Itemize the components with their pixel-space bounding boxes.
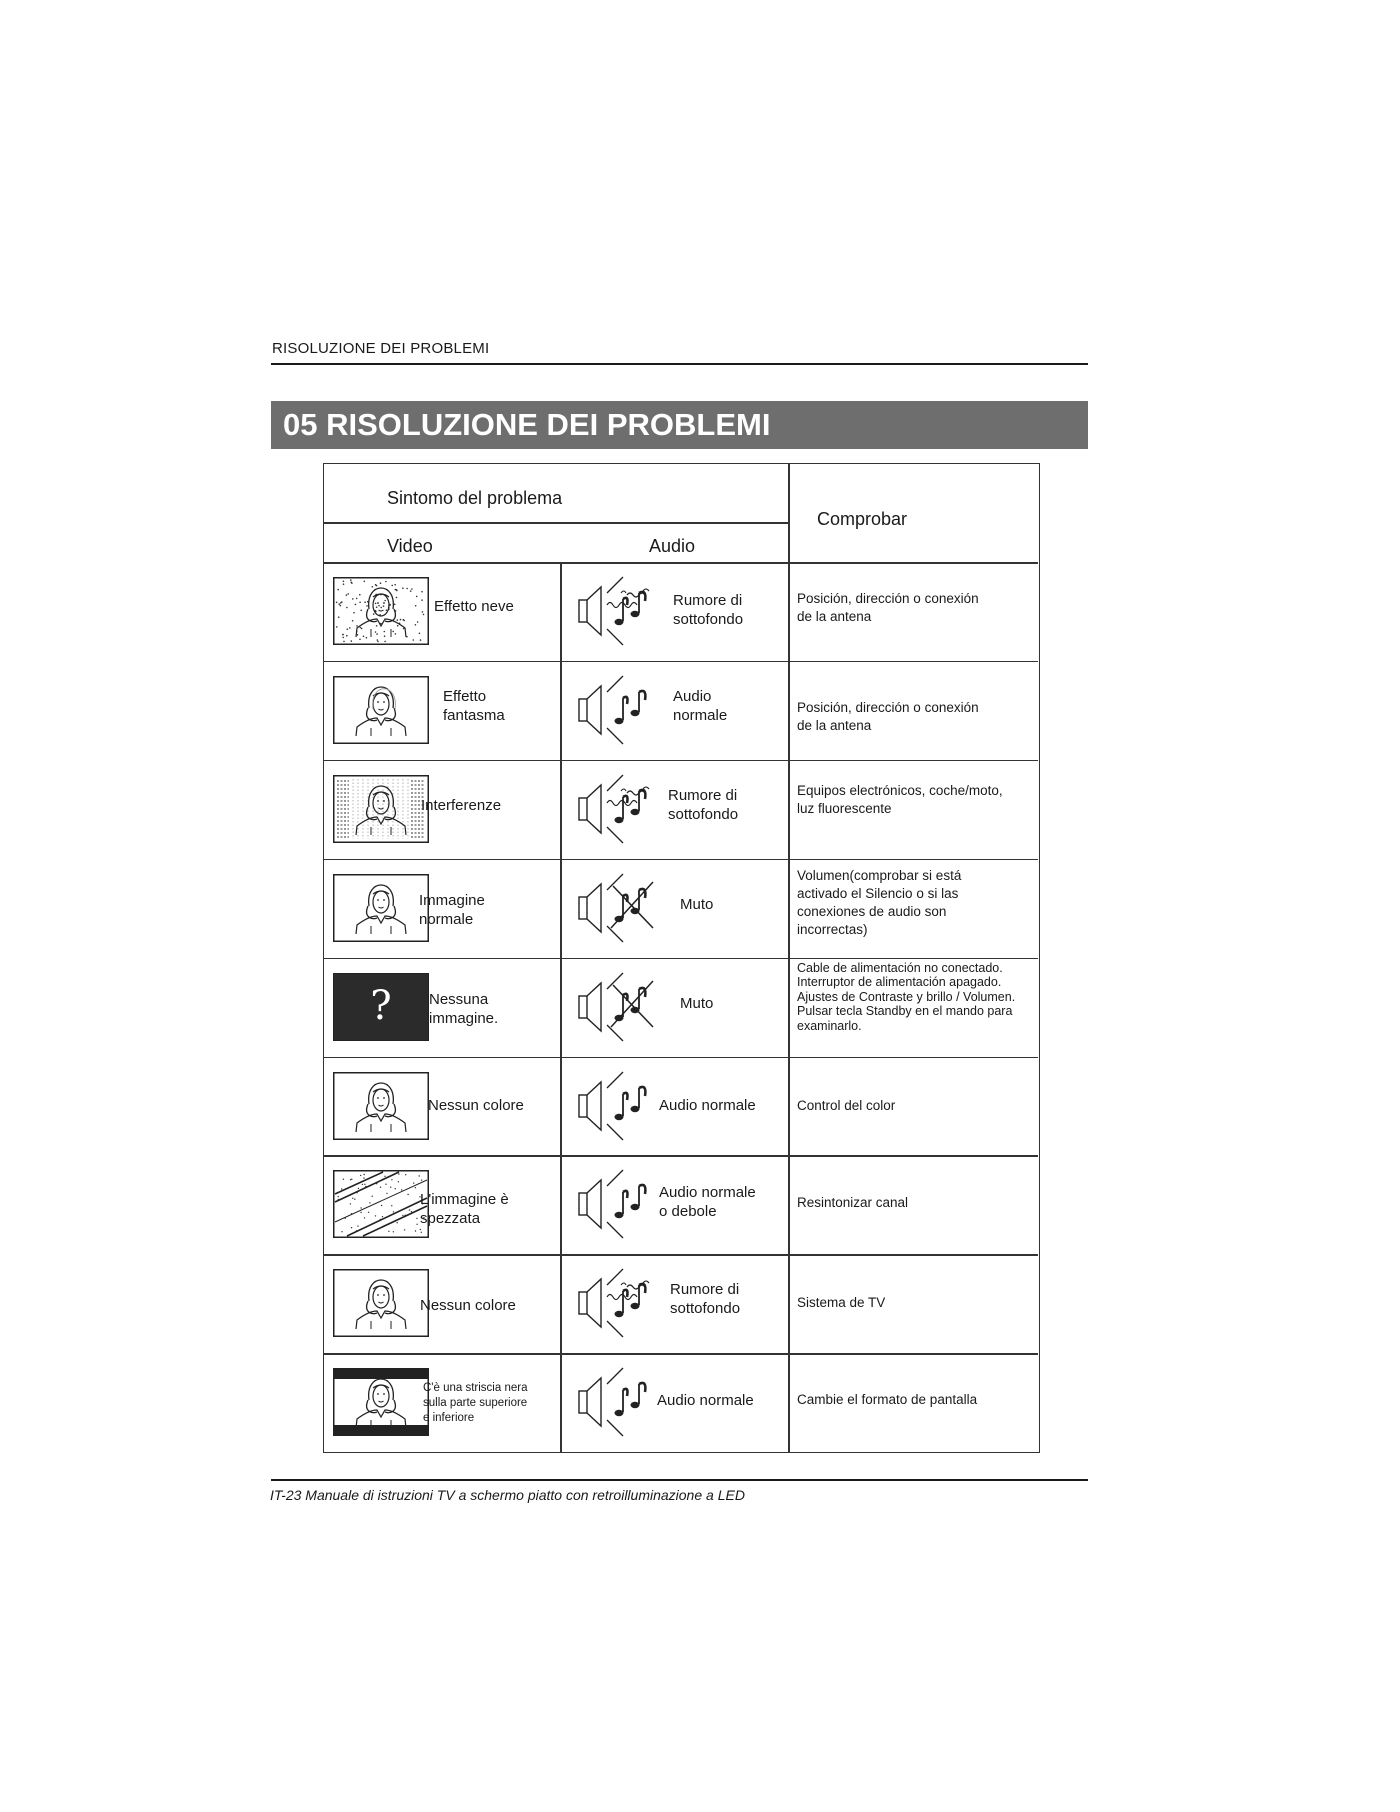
text-line: Muto bbox=[680, 994, 714, 1012]
speaker-normal-icon bbox=[573, 670, 683, 750]
header-check: Comprobar bbox=[817, 509, 908, 529]
text-line: spezzata bbox=[420, 1210, 481, 1228]
footer-text: IT-23 Manuale di istruzioni TV a schermo piatto con retroilluminazione a LED bbox=[270, 1487, 745, 1503]
text-line: Control del color bbox=[797, 1097, 896, 1113]
text-line: Resintonizar canal bbox=[797, 1195, 909, 1211]
audio-cell bbox=[561, 859, 788, 958]
table-row bbox=[324, 1155, 1038, 1254]
text-line: Audio normale bbox=[659, 1184, 756, 1202]
text-line: Volumen(comprobar si está bbox=[797, 867, 962, 883]
video-symptom bbox=[419, 891, 485, 929]
check-cell bbox=[789, 1353, 1038, 1452]
video-symptom bbox=[443, 687, 505, 725]
text-line: fantasma bbox=[443, 706, 505, 724]
audio-cell bbox=[561, 661, 788, 760]
check-cell bbox=[789, 1254, 1038, 1353]
tv-ghost-icon bbox=[333, 676, 429, 744]
text-line: Ajustes de Contraste y brillo / Volumen. bbox=[797, 989, 1016, 1004]
text-line: Rumore di bbox=[670, 1281, 740, 1299]
check-remedy bbox=[797, 1391, 1035, 1409]
table-row bbox=[324, 661, 1038, 760]
text-line: Sistema de TV bbox=[797, 1295, 886, 1311]
table-row bbox=[324, 958, 1038, 1057]
video-symptom bbox=[423, 1381, 527, 1426]
text-line: Nessun colore bbox=[420, 1297, 516, 1315]
check-cell bbox=[789, 958, 1038, 1057]
audio-cell bbox=[561, 1155, 788, 1254]
audio-cell bbox=[561, 958, 788, 1057]
text-line: Effetto bbox=[443, 687, 487, 705]
speaker-noise-icon bbox=[573, 571, 683, 651]
video-symptom bbox=[434, 597, 514, 616]
text-line: normale bbox=[673, 706, 728, 724]
running-header: RISOLUZIONE DEI PROBLEMI bbox=[272, 340, 490, 357]
tv-no-picture-icon bbox=[333, 973, 429, 1041]
text-line: C'è una striscia nera bbox=[423, 1382, 528, 1395]
table-row bbox=[324, 1254, 1038, 1353]
text-line: examinarlo. bbox=[797, 1018, 862, 1033]
table-row bbox=[324, 760, 1038, 859]
text-line: sulla parte superiore bbox=[423, 1397, 528, 1410]
check-remedy bbox=[797, 867, 1035, 939]
check-remedy bbox=[797, 1294, 1035, 1312]
text-line: Rumore di bbox=[673, 592, 743, 609]
text-line: L'immagine è bbox=[420, 1191, 509, 1209]
check-remedy bbox=[797, 782, 1035, 818]
check-remedy bbox=[797, 590, 1035, 626]
text-line: Equipos electrónicos, coche/moto, bbox=[797, 782, 1003, 798]
text-line: activado el Silencio o si las bbox=[797, 885, 959, 901]
audio-symptom bbox=[673, 591, 743, 629]
audio-symptom bbox=[673, 687, 727, 725]
audio-symptom bbox=[668, 786, 738, 824]
text-line: Cable de alimentación no conectado. bbox=[797, 960, 1003, 975]
table-row bbox=[324, 562, 1038, 661]
text-line: incorrectas) bbox=[797, 921, 868, 937]
header-rule bbox=[271, 363, 1088, 365]
check-cell bbox=[789, 562, 1038, 661]
check-cell bbox=[789, 1057, 1038, 1156]
audio-symptom bbox=[670, 1280, 740, 1318]
text-line: Nessun colore bbox=[428, 1096, 524, 1114]
check-remedy bbox=[797, 1097, 1035, 1115]
text-line: Posición, dirección o conexión bbox=[797, 699, 979, 715]
text-line: Rumore di bbox=[668, 786, 738, 804]
text-line: de la antena bbox=[797, 717, 872, 733]
tv-broken-picture-icon bbox=[333, 1170, 429, 1238]
text-line: Cambie el formato de pantalla bbox=[797, 1392, 978, 1408]
check-cell bbox=[789, 1155, 1038, 1254]
video-symptom bbox=[429, 990, 498, 1028]
speaker-noise-icon bbox=[573, 1263, 683, 1343]
text-line: Muto bbox=[680, 895, 714, 913]
speaker-noise-icon bbox=[573, 769, 683, 849]
tv-snow-icon bbox=[333, 577, 429, 645]
text-line: sottofondo bbox=[668, 805, 739, 823]
text-line: sottofondo bbox=[673, 611, 744, 628]
audio-cell bbox=[561, 1353, 788, 1452]
tv-interference-icon bbox=[333, 775, 429, 843]
tv-normal-icon bbox=[333, 874, 429, 942]
troubleshooting-table bbox=[323, 463, 1040, 1453]
text-line: Audio bbox=[673, 687, 712, 705]
text-line: normale bbox=[419, 910, 474, 928]
video-symptom bbox=[420, 1190, 509, 1228]
table-row bbox=[324, 859, 1038, 958]
table-row bbox=[324, 1057, 1038, 1156]
header-video: Video bbox=[387, 536, 433, 556]
section-title: 05 RISOLUZIONE DEI PROBLEMI bbox=[271, 401, 1088, 449]
text-line: luz fluorescente bbox=[797, 800, 892, 816]
audio-cell bbox=[561, 760, 788, 859]
text-line: Nessuna bbox=[429, 990, 489, 1008]
header-audio: Audio bbox=[649, 536, 696, 556]
video-symptom bbox=[428, 1096, 524, 1115]
text-line: conexiones de audio son bbox=[797, 903, 947, 919]
check-cell bbox=[789, 661, 1038, 760]
text-line: Interruptor de alimentación apagado. bbox=[797, 975, 1002, 990]
audio-cell bbox=[561, 1057, 788, 1156]
tv-normal-icon bbox=[333, 1072, 429, 1140]
check-cell bbox=[789, 859, 1038, 958]
text-line: Effetto neve bbox=[434, 598, 514, 615]
text-line: e inferiore bbox=[423, 1412, 475, 1425]
audio-symptom bbox=[659, 1183, 756, 1221]
text-line: Interferenze bbox=[421, 796, 502, 814]
audio-symptom bbox=[680, 994, 713, 1013]
tv-normal-icon bbox=[333, 1269, 429, 1337]
text-line: Immagine bbox=[419, 891, 485, 909]
audio-symptom bbox=[680, 895, 713, 914]
text-line: o debole bbox=[659, 1203, 717, 1221]
question-mark-symbol: ? bbox=[370, 982, 392, 1029]
table-row bbox=[324, 1353, 1038, 1452]
text-line: Pulsar tecla Standby en el mando para bbox=[797, 1004, 1013, 1019]
speaker-mute-icon bbox=[573, 967, 683, 1047]
audio-symptom bbox=[659, 1096, 756, 1115]
text-line: immagine. bbox=[429, 1009, 499, 1027]
video-symptom bbox=[420, 1296, 516, 1315]
text-line: Audio normale bbox=[657, 1392, 754, 1410]
header-subdivider bbox=[324, 522, 788, 524]
check-remedy bbox=[797, 961, 1035, 1034]
audio-symptom bbox=[657, 1391, 754, 1410]
check-remedy bbox=[797, 1194, 1035, 1212]
text-line: de la antena bbox=[797, 609, 872, 624]
check-remedy bbox=[797, 699, 1035, 735]
header-symptom: Sintomo del problema bbox=[387, 488, 563, 508]
tv-black-bars-icon bbox=[333, 1368, 429, 1436]
text-line: Posición, dirección o conexión bbox=[797, 591, 979, 606]
text-line: sottofondo bbox=[670, 1300, 741, 1318]
audio-cell bbox=[561, 1254, 788, 1353]
video-symptom bbox=[421, 796, 501, 815]
text-line: Audio normale bbox=[659, 1096, 756, 1114]
check-cell bbox=[789, 760, 1038, 859]
audio-cell bbox=[561, 562, 788, 661]
speaker-mute-icon bbox=[573, 868, 683, 948]
footer-rule bbox=[271, 1479, 1088, 1481]
